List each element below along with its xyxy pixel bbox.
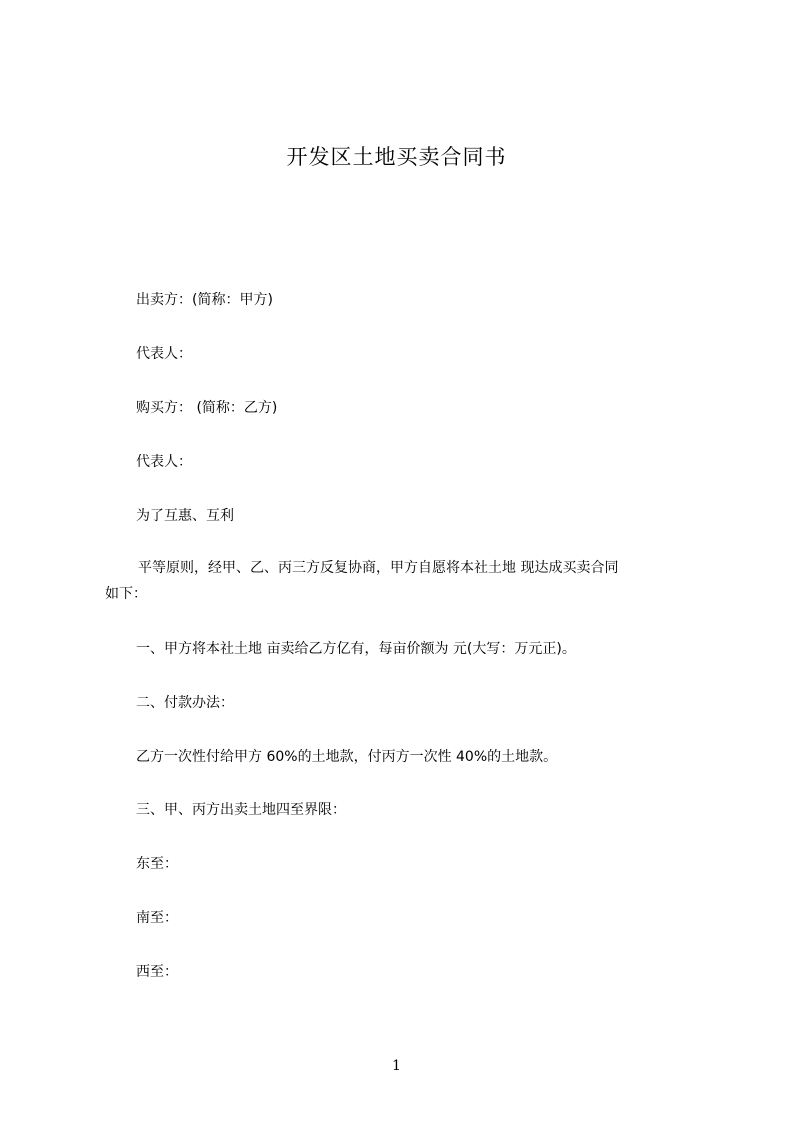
clause-3-heading: 三、甲、丙方出卖土地四至界限： <box>136 802 346 818</box>
clause-2-body: 乙方一次性付给甲方 60%的土地款，付丙方一次性 40%的土地款。 <box>136 749 558 765</box>
principle-line-1: 平等原则，经甲、乙、丙三方反复协商，甲方自愿将本社土地 现达成买卖合同 <box>138 560 619 576</box>
buyer-representative-line: 代表人： <box>136 454 192 470</box>
purpose-line: 为了互惠、互利 <box>136 508 234 524</box>
page-number: 1 <box>392 1058 401 1074</box>
document-title: 开发区土地买卖合同书 <box>286 145 507 169</box>
principle-line-2: 如下： <box>105 586 147 602</box>
principle-paragraph <box>105 555 705 607</box>
seller-line: 出卖方：(简称：甲方) <box>136 292 273 308</box>
clause-2-heading: 二、付款办法： <box>136 695 234 711</box>
seller-representative-line: 代表人： <box>136 346 192 362</box>
buyer-line: 购买方： (简称：乙方) <box>136 400 278 416</box>
boundary-west: 西至： <box>136 964 178 980</box>
boundary-east: 东至： <box>136 856 178 872</box>
boundary-south: 南至： <box>136 910 178 926</box>
clause-1: 一、甲方将本社土地 亩卖给乙方亿有，每亩价额为 元(大写：万元正)。 <box>136 641 576 657</box>
